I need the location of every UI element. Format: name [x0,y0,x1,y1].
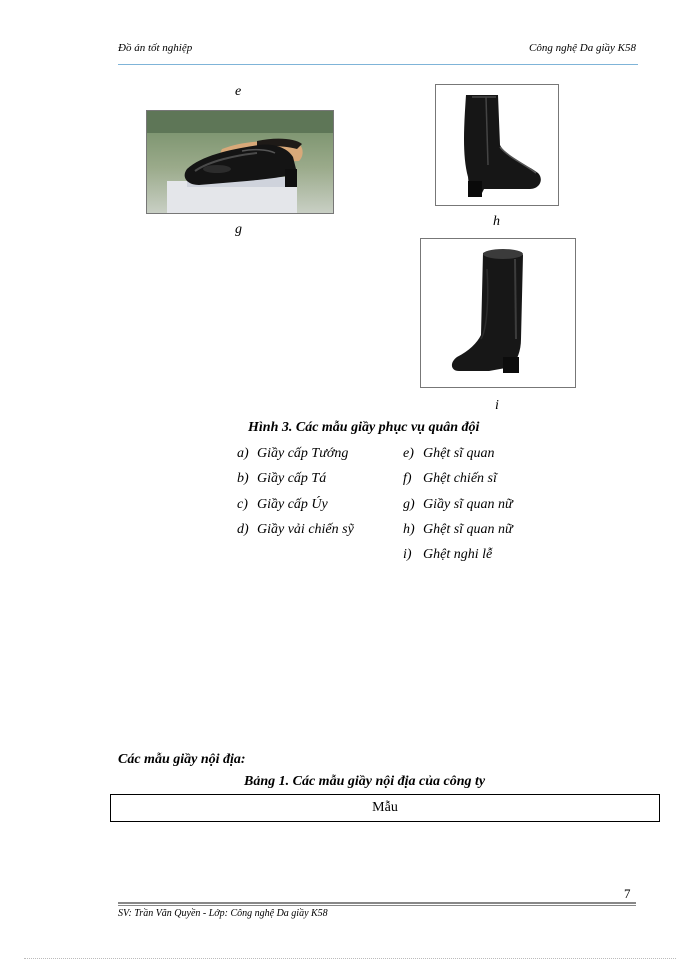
footer-rule-thin [118,905,636,906]
label-e: e [235,84,242,99]
page-edge-dots [24,958,676,959]
header-left-text: Đồ án tốt nghiệp [118,42,193,54]
legend-item-g: g) Giầy sĩ quan nữ [403,497,513,512]
photo-ceremonial-boot [420,238,576,388]
header-right-text: Công nghệ Da giầy K58 [529,42,636,54]
legend-item-f: f) Ghệt chiến sĩ [403,471,497,486]
legend-item-b: b) Giầy cấp Tá [237,471,327,486]
photo-officer-female-shoe [146,110,334,214]
header-rule [118,64,638,65]
legend-item-a: a) Giầy cấp Tướng [237,446,349,461]
figure-caption: Hình 3. Các mẫu giầy phục vụ quân đội [248,420,480,435]
footer-text: SV: Trần Văn Quyền - Lớp: Công nghệ Da giầy K58 [118,908,328,919]
label-i: i [495,398,499,413]
tall-boot-image [421,239,575,387]
label-g: g [235,222,242,237]
ankle-boot-image [436,85,558,205]
legend-item-i: i) Ghệt nghi lễ [403,547,493,562]
table-header-cell: Mẫu [372,800,398,815]
label-h: h [493,214,500,229]
legend-item-c: c) Giầy cấp Úy [237,497,328,512]
shoe-image [147,111,333,213]
products-table [110,794,660,822]
legend-item-e: e) Ghệt sĩ quan [403,446,495,461]
legend-item-d: d) Giầy vải chiến sỹ [237,522,354,537]
footer-rule [118,902,636,904]
page-number: 7 [624,886,631,901]
legend-item-h: h) Ghệt sĩ quan nữ [403,522,513,537]
photo-officer-female-boot [435,84,559,206]
section-heading: Các mẫu giầy nội địa: [118,752,246,767]
table-caption: Bảng 1. Các mẫu giầy nội địa của công ty [244,774,486,789]
